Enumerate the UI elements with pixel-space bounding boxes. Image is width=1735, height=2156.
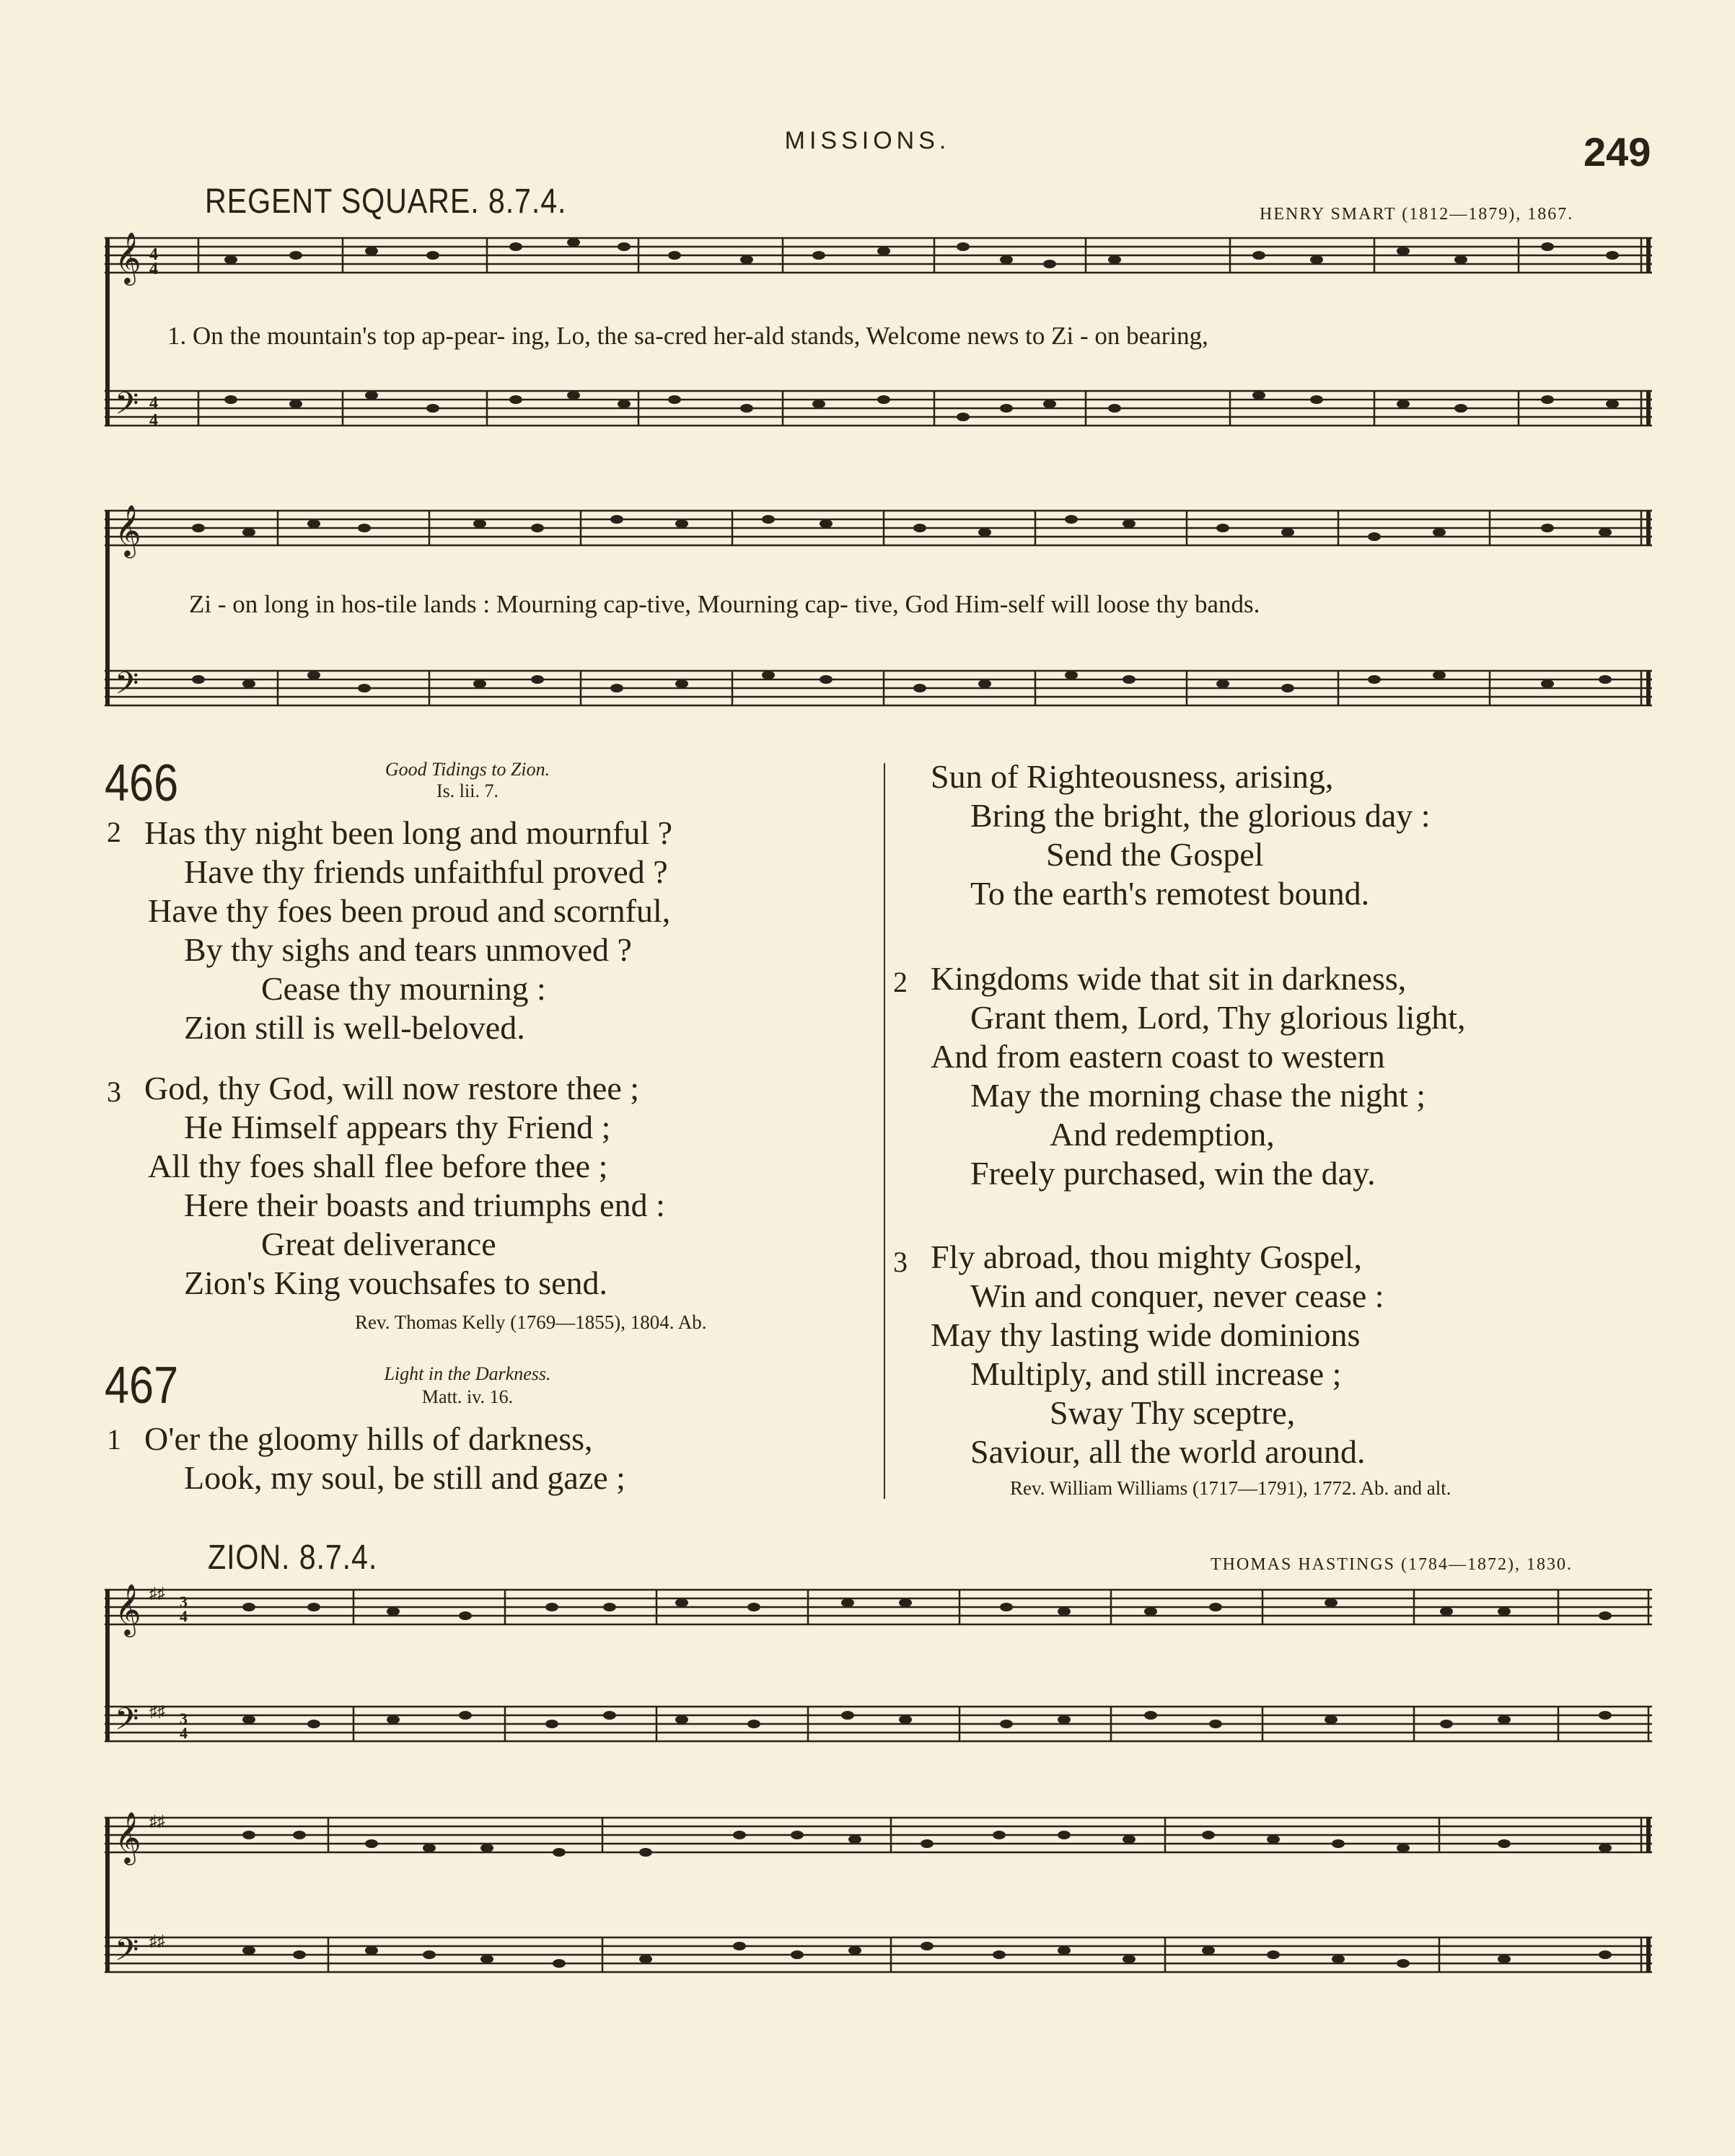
svg-text:𝄞: 𝄞: [115, 1585, 141, 1634]
svg-text:4: 4: [149, 411, 158, 430]
verse-line: Zion still is well-beloved.: [184, 1009, 525, 1046]
music-system-3: [105, 1580, 1663, 1767]
attribution-466: Rev. Thomas Kelly (1769—1855), 1804. Ab.: [355, 1311, 707, 1333]
hymn-reference-467: Matt. iv. 16.: [421, 1386, 514, 1407]
verse-line: Kingdoms wide that sit in darkness,: [931, 960, 1407, 997]
verse-line: Grant them, Lord, Thy glorious light,: [970, 999, 1466, 1036]
verse-line: He Himself appears thy Friend ;: [184, 1109, 611, 1145]
verse-line: Freely purchased, win the day.: [970, 1155, 1376, 1192]
svg-text:4: 4: [149, 260, 158, 278]
verse-line: Have thy friends unfaithful proved ?: [184, 853, 668, 890]
verse-line: Saviour, all the world around.: [970, 1433, 1366, 1470]
verse-line: And from eastern coast to western: [931, 1038, 1385, 1075]
svg-text:4: 4: [180, 1607, 188, 1625]
svg-text:𝄢: 𝄢: [115, 667, 139, 708]
svg-text:3: 3: [180, 1593, 188, 1611]
hymn-number-466: 466: [105, 754, 179, 812]
svg-text:♯♯: ♯♯: [149, 1812, 165, 1830]
music-system-4: [105, 1796, 1663, 2005]
verse-line: To the earth's remotest bound.: [970, 875, 1370, 912]
verse-number: 2: [893, 966, 908, 998]
verse-line: May thy lasting wide dominions: [931, 1316, 1361, 1353]
verse-line: Cease thy mourning :: [261, 970, 546, 1007]
lyric-line-1: 1. On the mountain's top ap-pear- ing, Lo, the sa-cred her-ald stands, Welcome news to Zi - on bearing,: [167, 322, 1208, 350]
svg-text:𝄞: 𝄞: [115, 506, 141, 555]
svg-text:4: 4: [149, 394, 158, 413]
section-header: MISSIONS.: [784, 127, 951, 154]
svg-text:4: 4: [180, 1724, 188, 1742]
page-number: 249: [1584, 129, 1651, 175]
verse-line: Win and conquer, never cease :: [970, 1277, 1384, 1314]
verse-line: By thy sighs and tears unmoved ?: [184, 931, 632, 968]
attribution-467: Rev. William Williams (1717—1791), 1772. Ab. and alt.: [1010, 1477, 1451, 1499]
svg-text:𝄢: 𝄢: [115, 1934, 139, 1975]
verse-line: Look, my soul, be still and gaze ;: [184, 1459, 625, 1496]
svg-text:𝄞: 𝄞: [115, 1813, 141, 1862]
svg-text:𝄞: 𝄞: [115, 234, 141, 283]
hymn-number-467: 467: [105, 1357, 179, 1414]
svg-text:♯♯: ♯♯: [149, 1932, 165, 1950]
svg-text:♯♯: ♯♯: [149, 1702, 165, 1720]
svg-text:4: 4: [149, 245, 158, 264]
verse-line: Sway Thy sceptre,: [1050, 1394, 1296, 1431]
svg-text:𝄢: 𝄢: [115, 1703, 139, 1744]
verse-number: 3: [893, 1246, 908, 1278]
verse-line: All thy foes shall flee before thee ;: [148, 1148, 608, 1184]
column-divider: [884, 763, 885, 1499]
verse-number: 1: [107, 1423, 121, 1456]
verse-line: And redemption,: [1050, 1116, 1275, 1153]
hymn-title-466: Good Tidings to Zion.: [385, 759, 550, 780]
verse-line: Bring the bright, the glorious day :: [970, 797, 1431, 834]
verse-line: Has thy night been long and mournful ?: [144, 814, 673, 851]
lyric-line-2: Zi - on long in hos-tile lands : Mourning cap-tive, Mourning cap- tive, God Him-self will loose thy bands.: [189, 590, 1260, 618]
hymn-title-467: Light in the Darkness.: [384, 1363, 551, 1384]
hymn-reference-466: Is. lii. 7.: [436, 780, 498, 801]
verse-line: May the morning chase the night ;: [970, 1077, 1426, 1114]
svg-text:3: 3: [180, 1710, 188, 1728]
verse-number: 3: [107, 1075, 121, 1108]
verse-line: Sun of Righteousness, arising,: [931, 758, 1334, 795]
composer-henry-smart: HENRY SMART (1812—1879), 1867.: [1260, 205, 1574, 224]
svg-text:♯♯: ♯♯: [149, 1584, 165, 1602]
composer-thomas-hastings: THOMAS HASTINGS (1784—1872), 1830.: [1211, 1555, 1573, 1574]
verse-line: Here their boasts and triumphs end :: [184, 1187, 665, 1223]
tune-name-zion: ZION. 8.7.4.: [208, 1539, 378, 1577]
verse-line: Send the Gospel: [1046, 836, 1264, 873]
verse-line: Great deliverance: [261, 1226, 496, 1262]
verse-line: Zion's King vouchsafes to send.: [184, 1264, 608, 1301]
verse-line: Fly abroad, thou mighty Gospel,: [931, 1238, 1362, 1275]
verse-line: God, thy God, will now restore thee ;: [144, 1070, 640, 1106]
verse-line: Have thy foes been proud and scornful,: [148, 892, 671, 929]
verse-line: Multiply, and still increase ;: [970, 1355, 1342, 1392]
verse-line: O'er the gloomy hills of darkness,: [144, 1420, 593, 1457]
verse-number: 2: [107, 816, 121, 848]
tune-name-regent-square: REGENT SQUARE. 8.7.4.: [205, 182, 567, 221]
svg-text:𝄢: 𝄢: [115, 387, 139, 428]
